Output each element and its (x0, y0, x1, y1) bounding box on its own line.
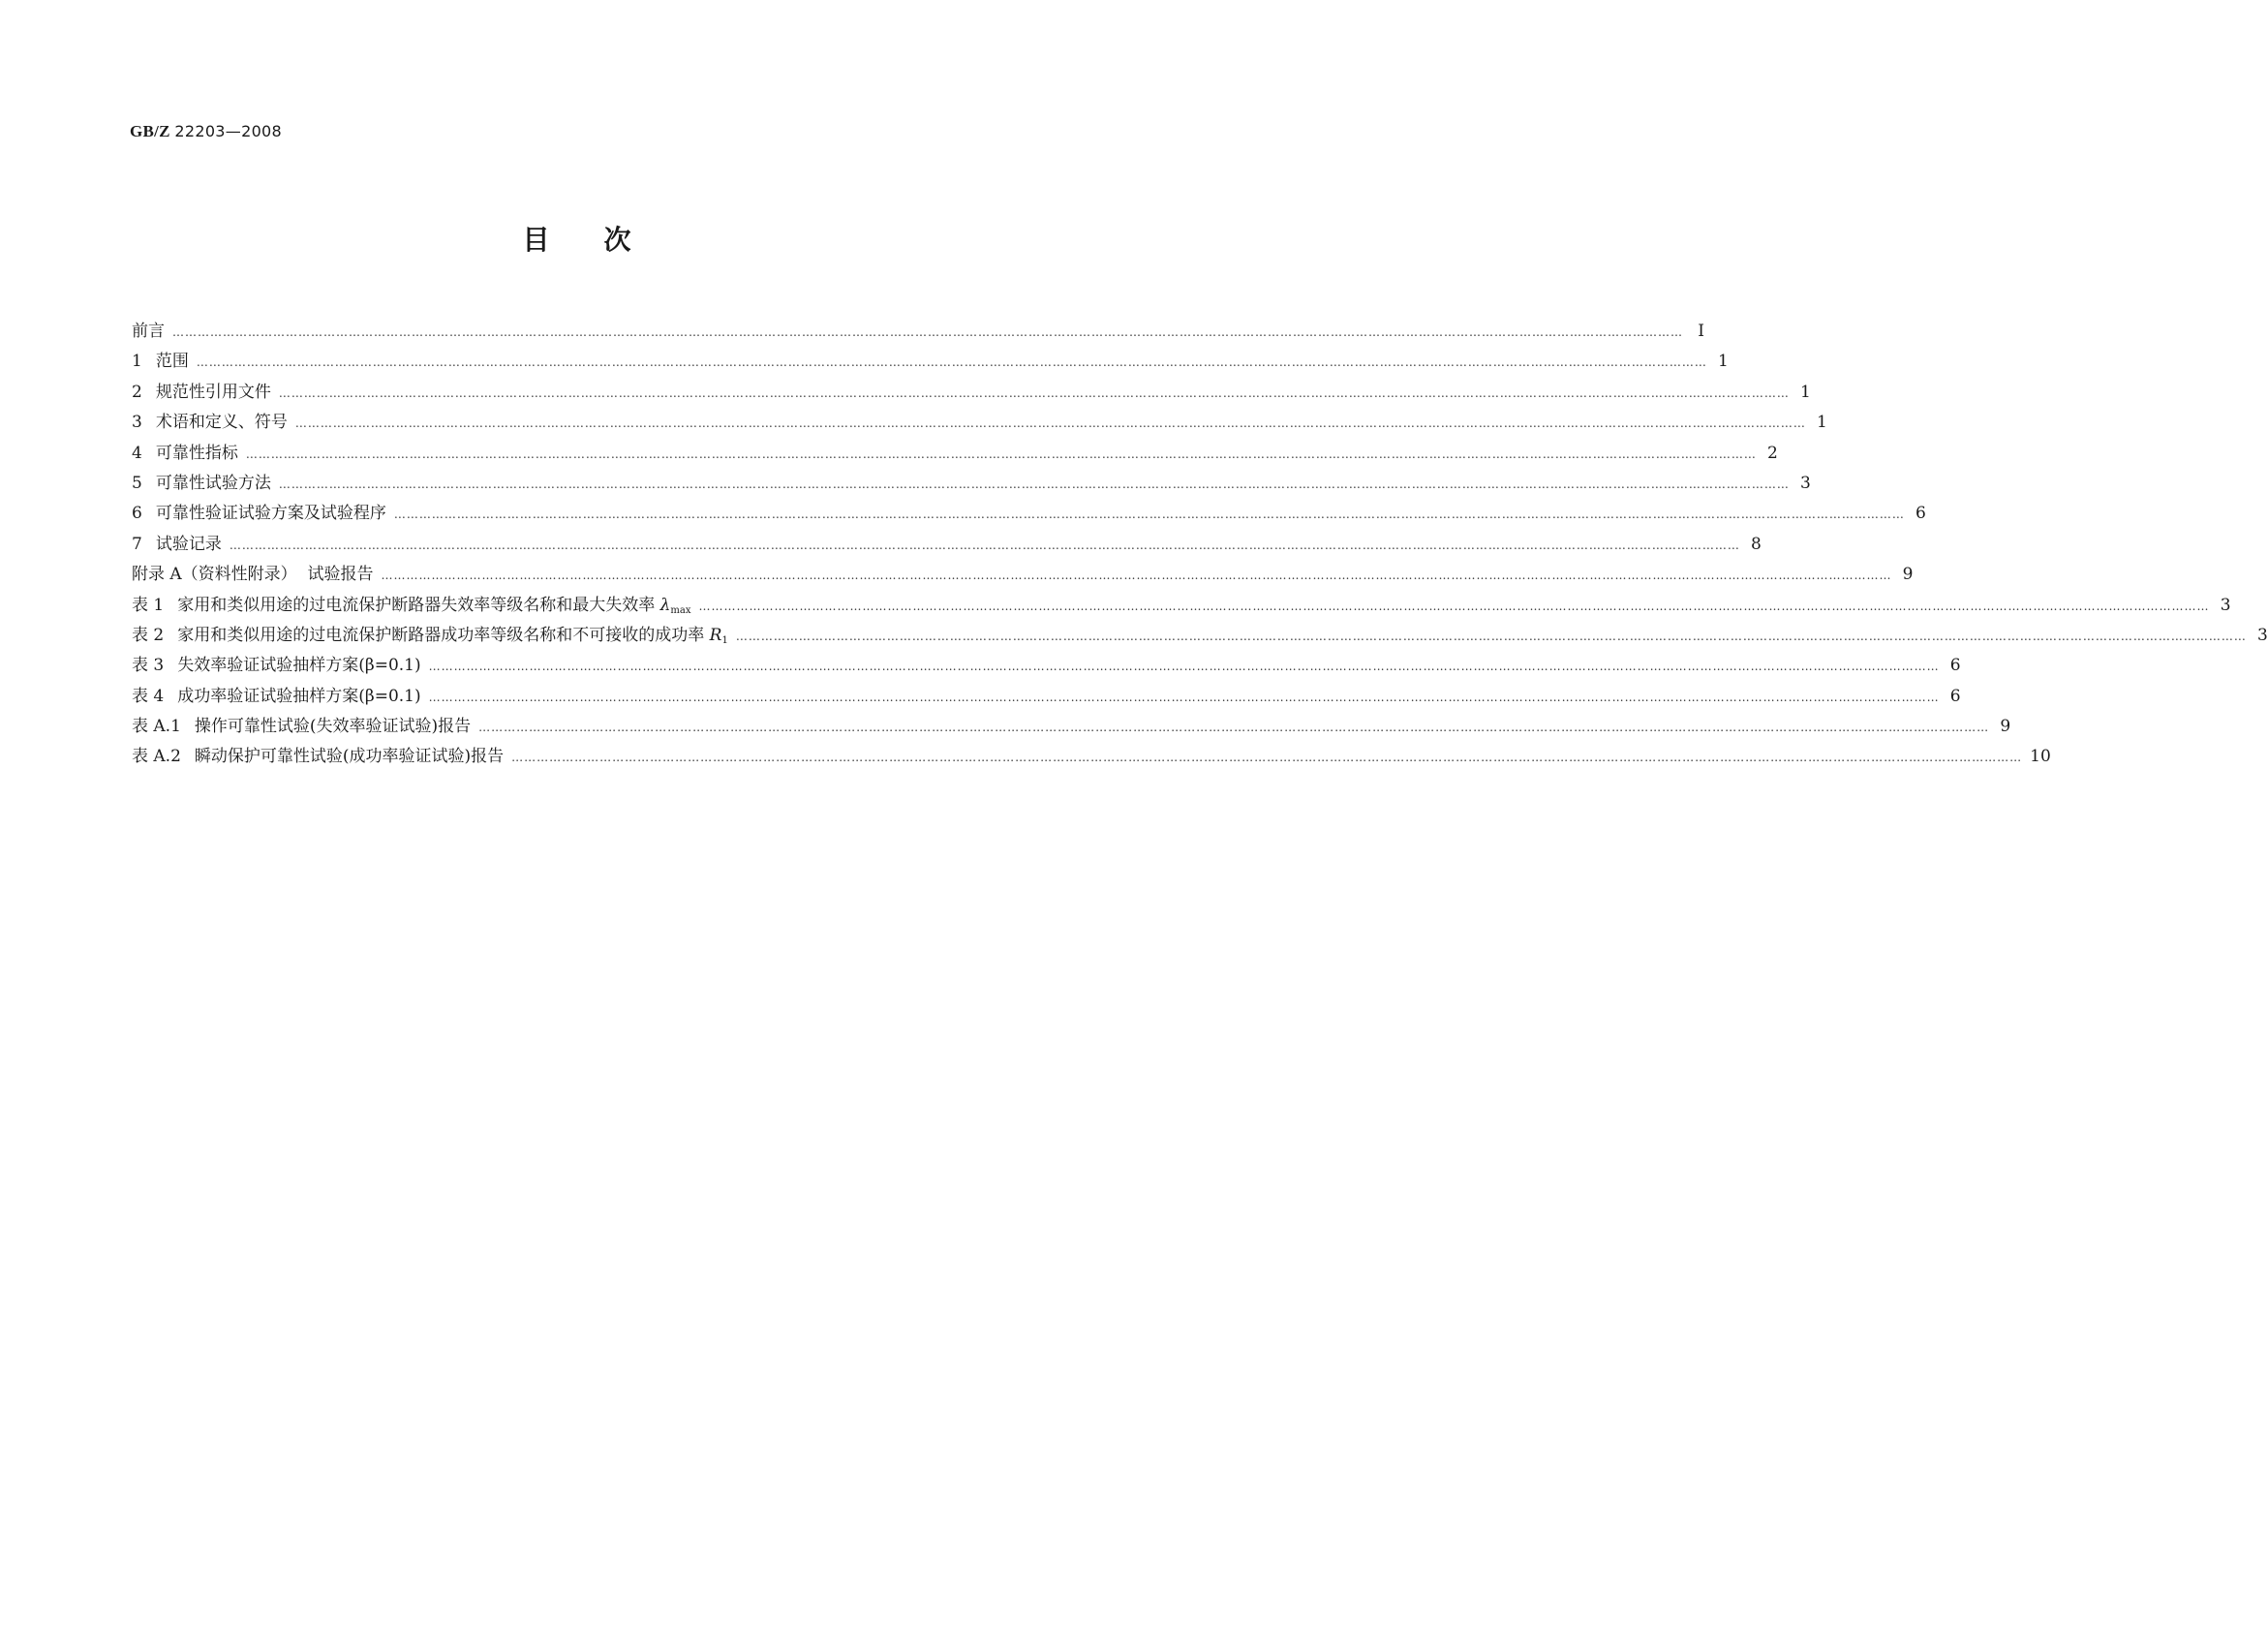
toc-entry-title: 附录 A（资料性附录） 试验报告 (132, 565, 374, 585)
standard-code (130, 122, 282, 141)
toc-entry-number: 3 (132, 413, 142, 433)
toc-entry-table-3[interactable] (132, 651, 1961, 681)
leader-dots: ……………………………………………………………………………………………………………………………………………………………………………………………………………………………………………………………………………………………………………………………… (698, 599, 2210, 613)
toc-entry-page: 3 (2220, 595, 2231, 615)
lambda-subscript: max (670, 604, 691, 616)
toc-entry-title: 操作可靠性试验(失效率验证试验)报告 (194, 717, 472, 737)
page-title (0, 219, 1153, 258)
leader-dots: ……………………………………………………………………………………………………………………………………………………………………………………………………………………………………………………………………………………………………………………………… (428, 690, 1940, 704)
toc-entry-reliability-indices[interactable] (132, 439, 1778, 469)
leader-dots: ……………………………………………………………………………………………………………………………………………………………………………………………………………………………………………………………………………………………………………………………… (245, 446, 1757, 461)
leader-dots: ……………………………………………………………………………………………………………………………………………………………………………………………………………………………………………………………………………………………………………………………… (172, 325, 1683, 339)
toc-entry-title: 规范性引用文件 (155, 382, 271, 402)
toc-entry-page: 9 (1902, 565, 1914, 585)
toc-entry-number: 7 (132, 534, 142, 554)
toc-entry-page: 3 (1800, 473, 1811, 493)
toc-entry-title: 可靠性指标 (155, 443, 238, 463)
toc-entry-terms-definitions[interactable] (132, 408, 1827, 438)
leader-dots: ……………………………………………………………………………………………………………………………………………………………………………………………………………………………………………………………………………………………………………………………… (735, 629, 2247, 643)
toc-entry-test-methods[interactable] (132, 469, 1811, 499)
toc-entry-page: 9 (2000, 717, 2011, 737)
toc-entry-number: 6 (132, 504, 142, 524)
toc-entry-table-1[interactable] (132, 591, 2231, 621)
leader-dots: ……………………………………………………………………………………………………………………………………………………………………………………………………………………………………………………………………………………………………………………………… (278, 385, 1790, 400)
toc-entry-title: 可靠性验证试验方案及试验程序 (155, 504, 386, 524)
toc-entry-title: 瞬动保护可靠性试验(成功率验证试验)报告 (194, 747, 505, 767)
toc-entry-number: 表 4 (132, 686, 165, 706)
toc-entry-number: 表 1 (132, 595, 165, 615)
table-of-contents (132, 317, 2268, 773)
toc-entry-title: 成功率验证试验抽样方案(β=0.1) (177, 686, 421, 706)
toc-entry-number: 4 (132, 443, 142, 463)
toc-entry-table-4[interactable] (132, 682, 1961, 712)
toc-entry-table-2[interactable] (132, 621, 2268, 651)
standard-prefix: GB/Z (130, 122, 170, 140)
toc-entry-normative-references[interactable] (132, 378, 1811, 408)
toc-entry-page: Ⅰ (1698, 322, 1704, 341)
title-char-2: 次 (603, 224, 631, 256)
leader-dots: ……………………………………………………………………………………………………………………………………………………………………………………………………………………………………………………………………………………………………………………………… (381, 569, 1892, 583)
toc-entry-foreword[interactable] (132, 317, 1704, 347)
toc-entry-title: 术语和定义、符号 (155, 413, 288, 433)
r-symbol: R (709, 625, 722, 645)
toc-entry-scope[interactable] (132, 347, 1729, 377)
lambda-symbol: λ (659, 595, 671, 615)
r-subscript: 1 (721, 634, 728, 646)
toc-entry-number: 表 A.1 (132, 717, 181, 737)
toc-entry-number: 5 (132, 473, 142, 493)
toc-entry-test-records[interactable] (132, 530, 1762, 560)
toc-entry-page: 6 (1949, 686, 1961, 706)
leader-dots: ……………………………………………………………………………………………………………………………………………………………………………………………………………………………………………………………………………………………………………………………… (511, 751, 2023, 765)
title-char-1: 目 (522, 224, 550, 256)
toc-entry-number: 2 (132, 382, 142, 402)
toc-entry-page: 10 (2030, 747, 2051, 767)
leader-dots: ……………………………………………………………………………………………………………………………………………………………………………………………………………………………………………………………………………………………………………………………… (196, 355, 1707, 370)
standard-number: 22203—2008 (174, 122, 283, 140)
toc-entry-page: 1 (1817, 413, 1827, 433)
toc-entry-page: 2 (1767, 443, 1778, 463)
toc-entry-page: 1 (1800, 382, 1811, 402)
toc-entry-number: 1 (132, 352, 142, 372)
toc-entry-number: 表 A.2 (132, 747, 181, 767)
toc-entry-page: 1 (1718, 352, 1729, 372)
toc-entry-title: 试验记录 (155, 534, 222, 554)
toc-entry-title: 失效率验证试验抽样方案(β=0.1) (177, 656, 421, 676)
leader-dots: ……………………………………………………………………………………………………………………………………………………………………………………………………………………………………………………………………………………………………………………………… (428, 660, 1940, 674)
toc-entry-title: 范围 (155, 352, 189, 372)
toc-entry-verification-plan[interactable] (132, 499, 1926, 529)
toc-entry-number: 表 2 (132, 625, 165, 645)
toc-entry-appendix-a[interactable] (132, 560, 1914, 590)
toc-entry-title-text: 家用和类似用途的过电流保护断路器失效率等级名称和最大失效率 (177, 595, 656, 615)
toc-entry-page: 6 (1949, 656, 1961, 676)
toc-entry-table-a2[interactable] (132, 742, 2051, 772)
leader-dots: ……………………………………………………………………………………………………………………………………………………………………………………………………………………………………………………………………………………………………………………………… (229, 538, 1740, 552)
toc-entry-title: 前言 (132, 322, 165, 341)
toc-entry-page: 8 (1751, 534, 1762, 554)
leader-dots: ……………………………………………………………………………………………………………………………………………………………………………………………………………………………………………………………………………………………………………………………… (393, 508, 1905, 522)
toc-entry-number: 表 3 (132, 656, 165, 676)
toc-entry-title: 可靠性试验方法 (155, 473, 271, 493)
leader-dots: ……………………………………………………………………………………………………………………………………………………………………………………………………………………………………………………………………………………………………………………………… (478, 721, 1990, 735)
toc-entry-table-a1[interactable] (132, 712, 2011, 742)
toc-entry-page: 6 (1916, 504, 1926, 524)
leader-dots: ……………………………………………………………………………………………………………………………………………………………………………………………………………………………………………………………………………………………………………………………… (278, 477, 1790, 491)
toc-entry-page: 3 (2257, 625, 2268, 645)
leader-dots: ……………………………………………………………………………………………………………………………………………………………………………………………………………………………………………………………………………………………………………………………… (294, 416, 1806, 431)
toc-entry-title-text: 家用和类似用途的过电流保护断路器成功率等级名称和不可接收的成功率 (177, 625, 705, 645)
